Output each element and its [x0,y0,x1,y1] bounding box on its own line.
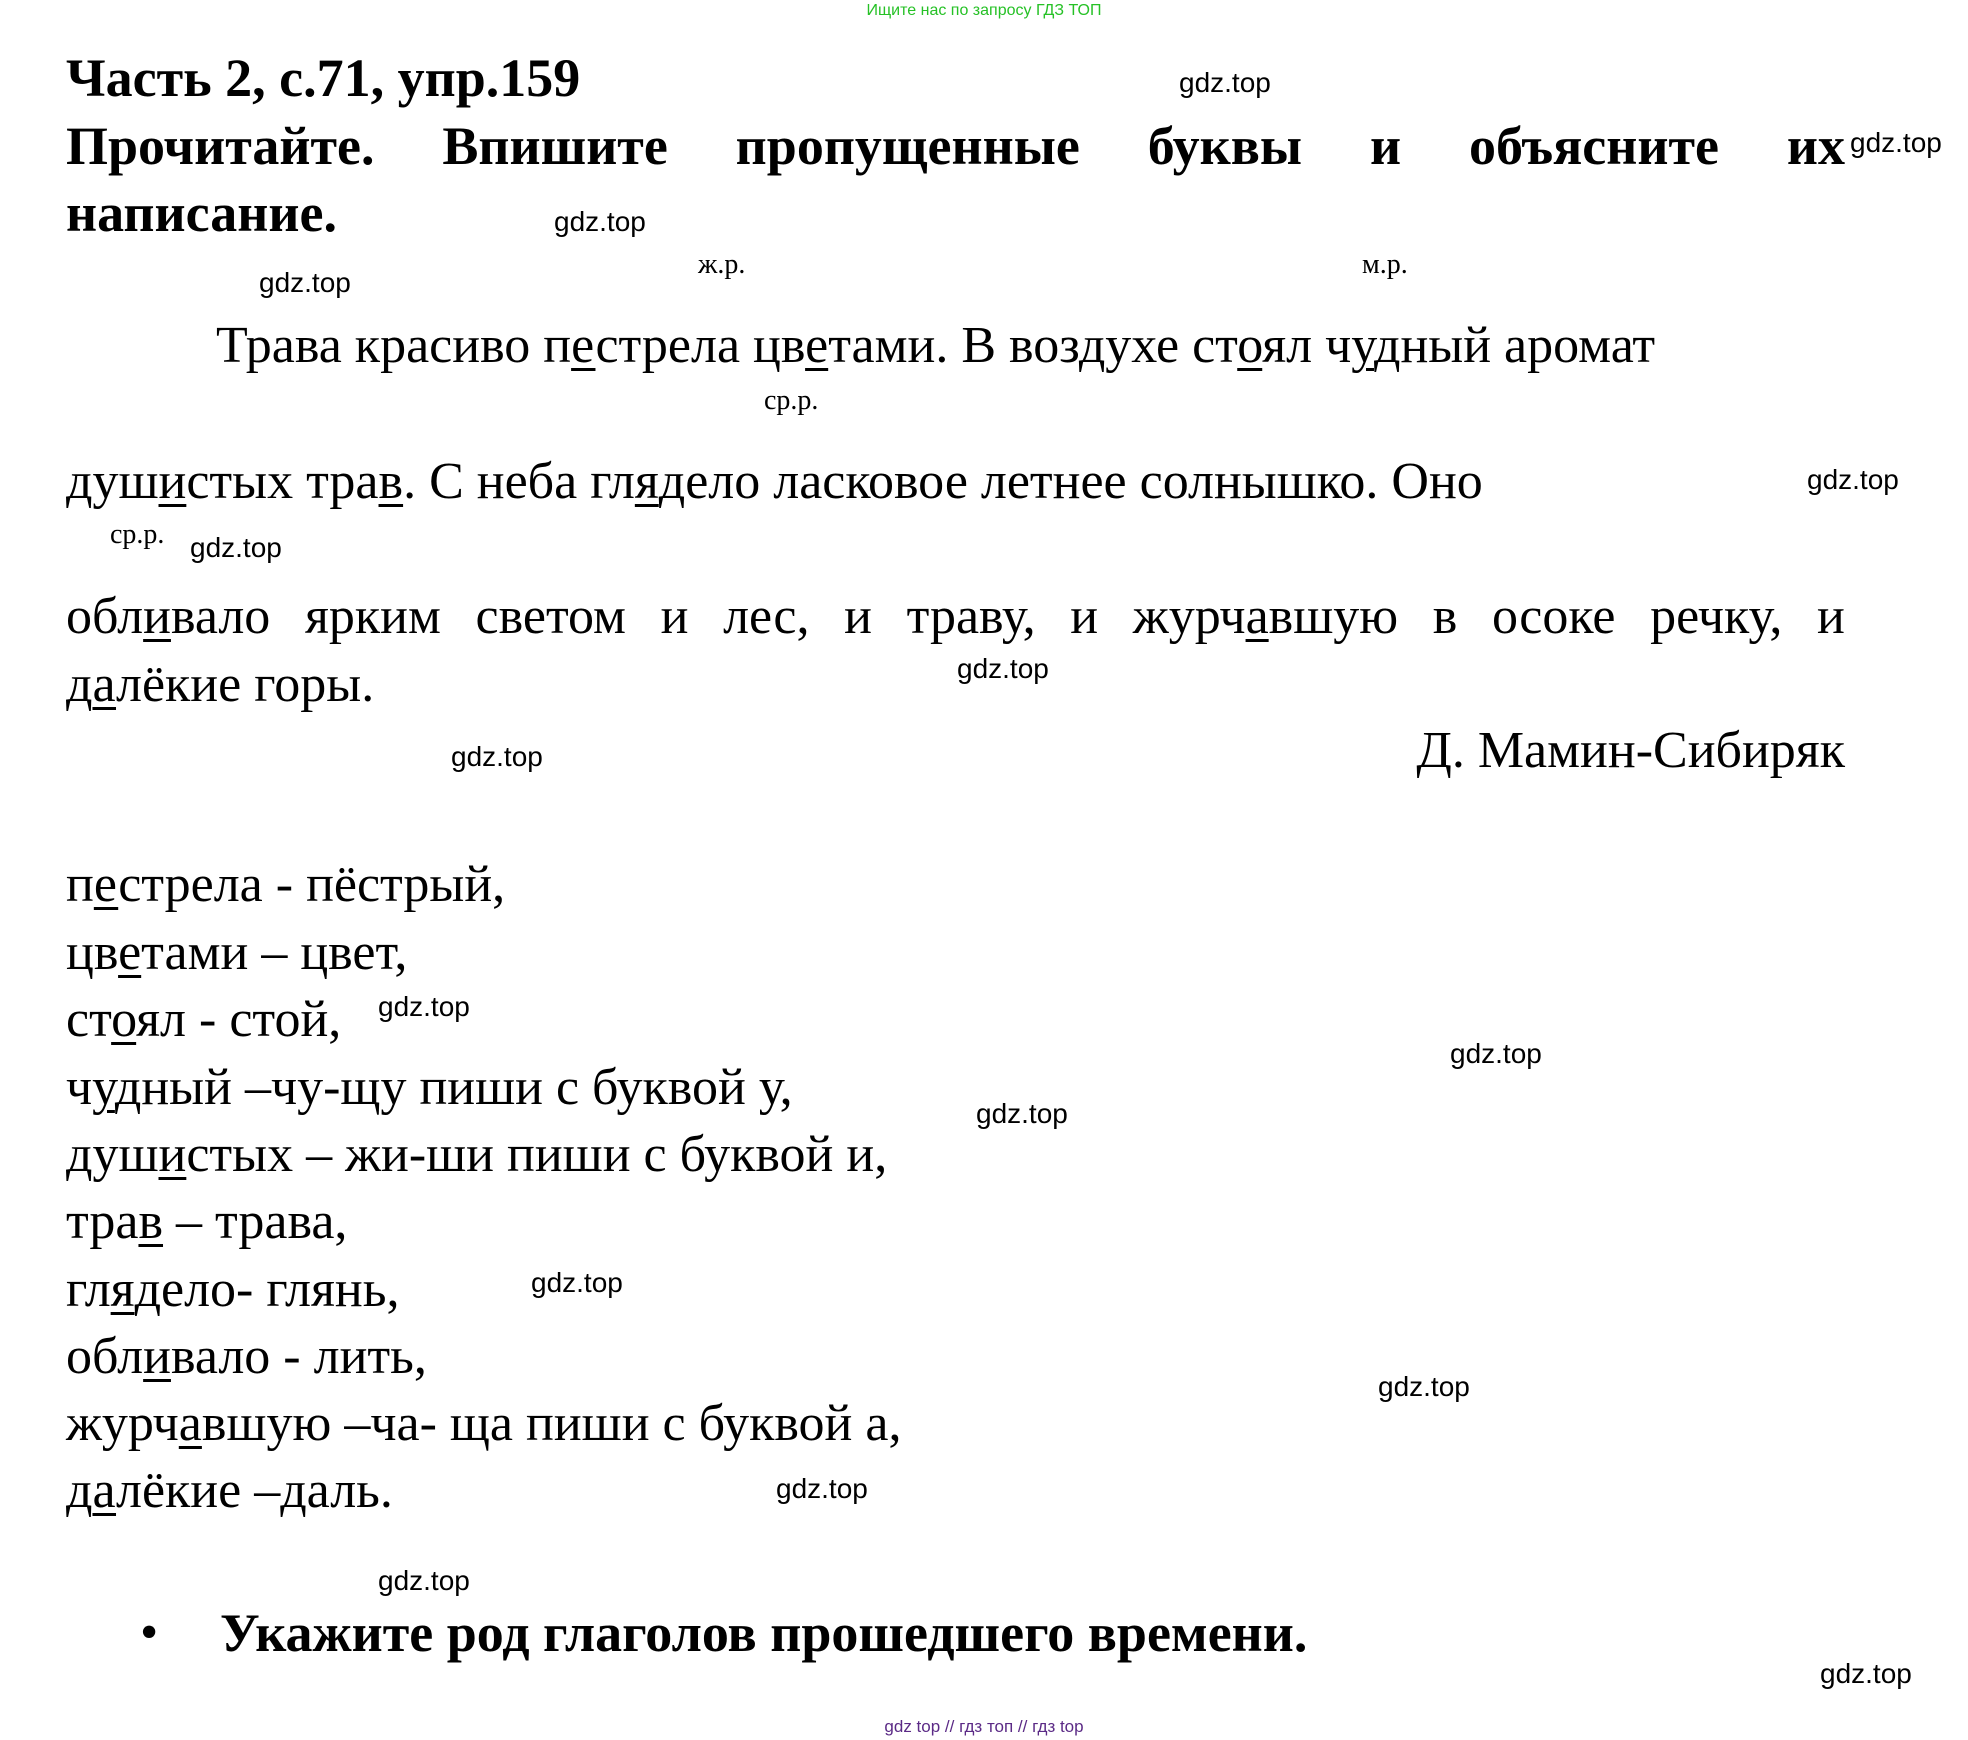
inserted-letter: е [805,317,829,374]
footer-links: gdz top // гдз топ // гдз top [884,1717,1084,1736]
explanation-item: стоял - стой, [66,991,342,1048]
text-word: траву, [906,588,1036,645]
watermark: gdz.top [1179,67,1271,98]
text-line-4: далёкие горы. [66,656,375,713]
text-word: речку, [1650,588,1783,645]
inserted-letter: о [1237,317,1263,374]
text-word: журчавшую [1132,588,1399,645]
inserted-letter: е [93,856,119,913]
task-word: Прочитайте. [66,116,375,176]
gender-mark-feminine: ж.р. [698,249,746,280]
inserted-letter: я [634,453,659,510]
inserted-letter: и [158,453,187,510]
author: Д. Мамин-Сибиряк [1416,722,1845,779]
inserted-letter: я [110,1261,135,1318]
gender-mark-masculine: м.р. [1362,249,1408,280]
bullet-icon: • [140,1604,159,1661]
inserted-letter: е [118,924,142,981]
task-word: и [1369,116,1402,176]
bullet-task: Укажите род глаголов прошедшего времени. [220,1603,1308,1663]
text-word: и [660,588,689,645]
text-word: осоке [1491,588,1616,645]
watermark: gdz.top [531,1267,623,1298]
text-word: в [1432,588,1458,645]
text-line-2: душистых трав. С неба глядело ласковое летнее солнышко. Оно [66,453,1483,510]
watermark: gdz.top [259,267,351,298]
text-word: и [1817,588,1845,645]
explanation-item: пестрела - пёстрый, [66,856,506,913]
text-word: светом [475,588,626,645]
explanation-item: обливало - лить, [66,1328,427,1385]
inserted-letter: и [143,1328,171,1385]
text-word: и [1070,588,1099,645]
inserted-letter: а [1245,588,1269,645]
watermark: gdz.top [1850,127,1942,158]
task-line-1 [66,113,1845,179]
text-word: обливало [66,588,271,645]
watermark: gdz.top [976,1098,1068,1129]
task-word: их [1786,116,1845,176]
gender-mark-neuter: ср.р. [764,385,819,416]
watermark: gdz.top [190,532,282,563]
task-line-2: написание. [66,183,337,243]
watermark: gdz.top [1450,1038,1542,1069]
text-line-3 [66,584,1845,650]
watermark: gdz.top [1378,1371,1470,1402]
text-word: и [844,588,872,645]
gender-mark-neuter: ср.р. [110,519,165,550]
task-word: пропущенные [735,116,1080,176]
watermark: gdz.top [451,741,543,772]
inserted-letter: а [92,656,117,713]
inserted-letter: и [143,588,171,645]
watermark: gdz.top [554,206,646,237]
explanation-item: душистых – жи-ши пиши с буквой и, [66,1126,888,1183]
inserted-letter: в [138,1193,164,1250]
inserted-letter: в [378,453,404,510]
text-word: лес, [723,588,810,645]
explanation-item: далёкие –даль. [66,1462,393,1519]
watermark: gdz.top [378,1565,470,1596]
text-line-1: Трава красиво пестрела цветами. В воздухе стоял чудный аромат [216,317,1656,374]
explanation-item: глядело- глянь, [66,1261,400,1318]
inserted-letter: а [92,1462,117,1519]
watermark: gdz.top [378,991,470,1022]
watermark: gdz.top [957,653,1049,684]
inserted-letter: у [1351,317,1374,374]
page-title: Часть 2, с.71, упр.159 [66,48,581,108]
explanation-item: трав – трава, [66,1193,348,1250]
inserted-letter: и [158,1126,187,1183]
watermark: gdz.top [1820,1658,1912,1689]
inserted-letter: а [178,1395,202,1452]
explanation-item: чудный –чу-щу пиши с буквой у, [66,1059,793,1116]
inserted-letter: о [111,991,137,1048]
watermark: gdz.top [1807,464,1899,495]
task-word: Впишите [442,116,668,176]
search-hint: Ищите нас по запросу ГДЗ ТОП [866,2,1102,19]
explanation-item: журчавшую –ча- ща пиши с буквой а, [66,1395,902,1452]
text-word: ярким [304,588,441,645]
watermark: gdz.top [776,1473,868,1504]
explanation-item: цветами – цвет, [66,924,408,981]
inserted-letter: е [571,317,596,374]
task-word: объясните [1468,116,1719,176]
inserted-letter: у [92,1059,115,1116]
task-word: буквы [1147,116,1303,176]
